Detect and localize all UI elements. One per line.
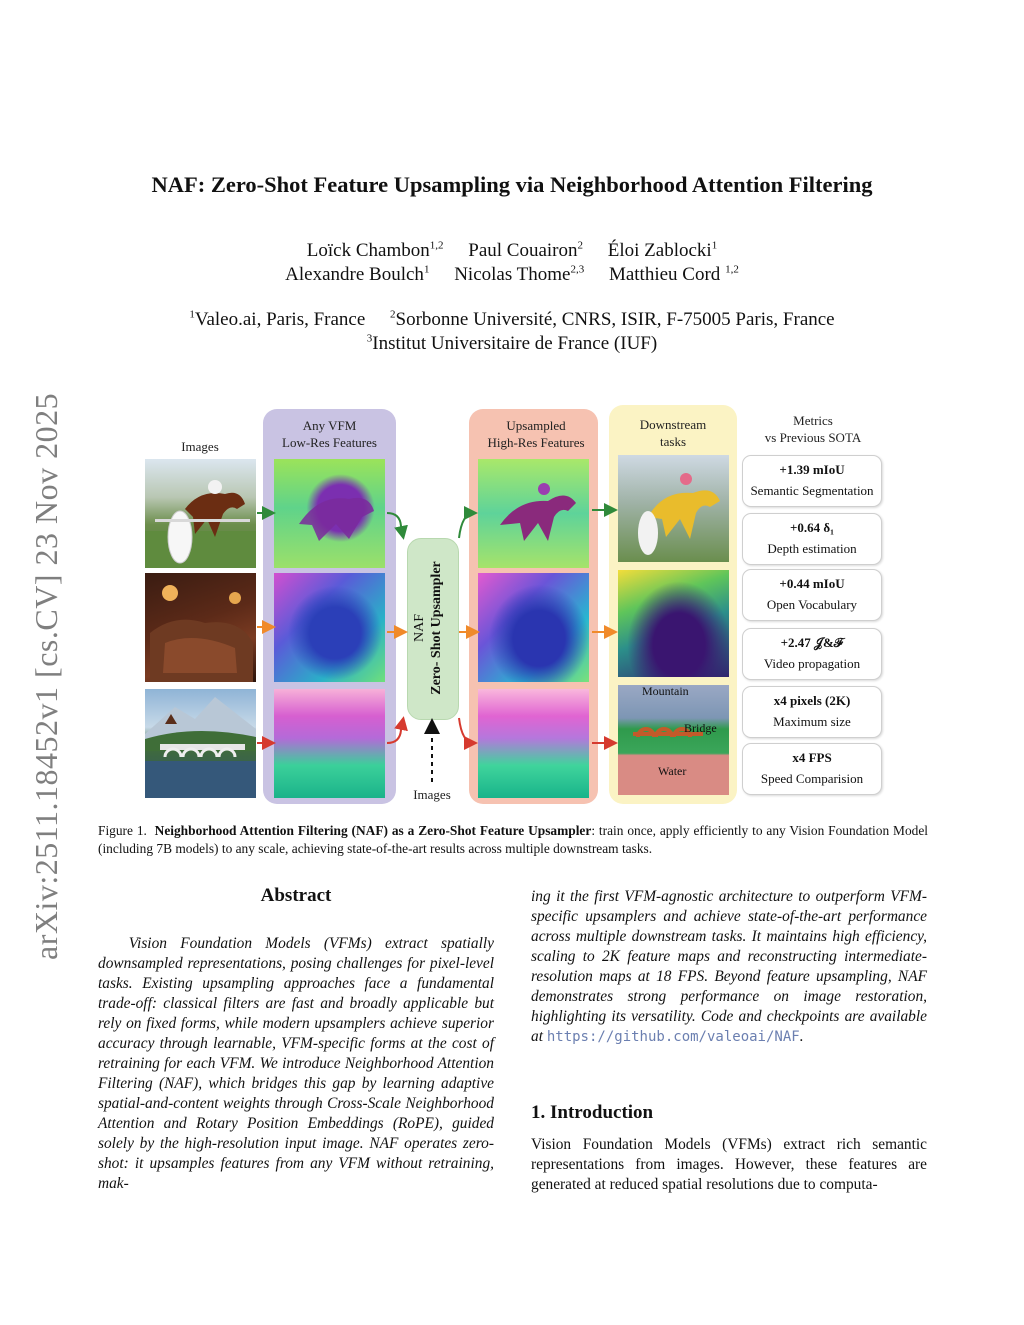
author: Loïck Chambon$^{1,2}$ (306, 240, 444, 262)
metric-semantic-segmentation: +1.39 mIoU Semantic Segmentation (742, 455, 882, 507)
downstream-label: Downstream tasks (639, 417, 707, 449)
metric-video-propagation: +2.47 𝒥&ℱ Video propagation (742, 628, 882, 680)
metric-maximum-size: x4 pixels (2K) Maximum size (742, 686, 882, 738)
author: Éloi Zablocki$^1$ (607, 240, 718, 262)
images-label: Images (181, 439, 219, 454)
highres-label: Upsampled High-Res Features (487, 418, 585, 450)
seg-label-bridge: Bridge (684, 721, 717, 735)
code-link[interactable]: https://github.com/valeoai/NAF (546, 1029, 800, 1045)
seg-label-mountain: Mountain (642, 684, 689, 698)
seg-label-water: Water (658, 764, 687, 778)
abstract-heading: Abstract (260, 885, 332, 906)
lowres-label: Any VFM Low-Res Features (282, 418, 377, 450)
naf-label: NAF Zero- Shot Upsampler (412, 561, 444, 695)
author: Alexandre Boulch$^1$ (285, 264, 430, 286)
metrics-label: Metrics vs Previous SOTA (764, 413, 862, 445)
affiliation: $^3$Institut Universitaire de France (IUF) (366, 333, 658, 355)
paper-title: NAF: Zero-Shot Feature Upsampling via Neighborhood Attention Filtering (151, 172, 873, 197)
metric-open-vocabulary: +0.44 mIoU Open Vocabulary (742, 569, 882, 621)
figure-caption: Figure 1. Neighborhood Attention Filtering (NAF) as a Zero-Shot Feature Upsampler: train once, apply efficiently to any Vision Foundation Model (including 7B models) to any scale, achieving state-of-the-art results across multiple downstream tasks. (98, 823, 929, 856)
metric-speed: x4 FPS Speed Comparision (742, 743, 882, 795)
author: Matthieu Cord $^{1,2}$ (608, 264, 739, 286)
introduction-text: Vision Foundation Models (VFMs) extract rich semantic representations from images. However, these features are generated at reduced spatial resolutions due to computa- (531, 1136, 927, 1193)
author: Nicolas Thome$^{2,3}$ (454, 264, 585, 286)
author: Paul Couairon$^2$ (468, 240, 583, 262)
abstract-text-left: Vision Foundation Models (VFMs) extract spatially downsampled representations, posing challenges for pixel-level tasks. Existing upsampling approaches face a fundamental trade-off: classical filters are fast and broadly applicable but rely on fixed forms, while modern upsamplers achieve superior accuracy through learnable, VFM-specific forms at the cost of retraining for each VFM. We introduce Neighborhood Attention Filtering (NAF), which bridges this gap by learning adaptive spatial-and-content weights through Cross-Scale Neighborhood Attention and Rotary Position Embeddings (RoPE), guided solely by the high-resolution input image. NAF operates zero-shot: it upsamples features from any VFM without retraining, mak- (98, 935, 494, 1192)
affiliation: $^2$Sorbonne Université, CNRS, ISIR, F-75005 Paris, France (390, 309, 835, 331)
metric-depth-estimation: +0.64 δ₁ Depth estimation (742, 513, 882, 565)
abstract-text-right: ing it the first VFM-agnostic architecture to outperform VFM-specific upsamplers and achieve state-of-the-art performance across multiple downstream tasks. It maintains high efficiency, scaling to 2K feature maps and reconstructing intermediate-resolution maps at 18 FPS. Beyond feature upsampling, NAF demonstrates strong performance on image restoration, highlighting its versatility. Code and checkpoints are available at https://github.com/valeoai/NAF. (531, 888, 927, 1045)
arxiv-stamp: arXiv:2511.18452v1 [cs.CV] 23 Nov 2025 (28, 392, 64, 960)
introduction-heading: 1. Introduction (531, 1102, 654, 1123)
affiliation: $^1$Valeo.ai, Paris, France (189, 309, 366, 331)
naf-images-label: Images (413, 787, 451, 802)
